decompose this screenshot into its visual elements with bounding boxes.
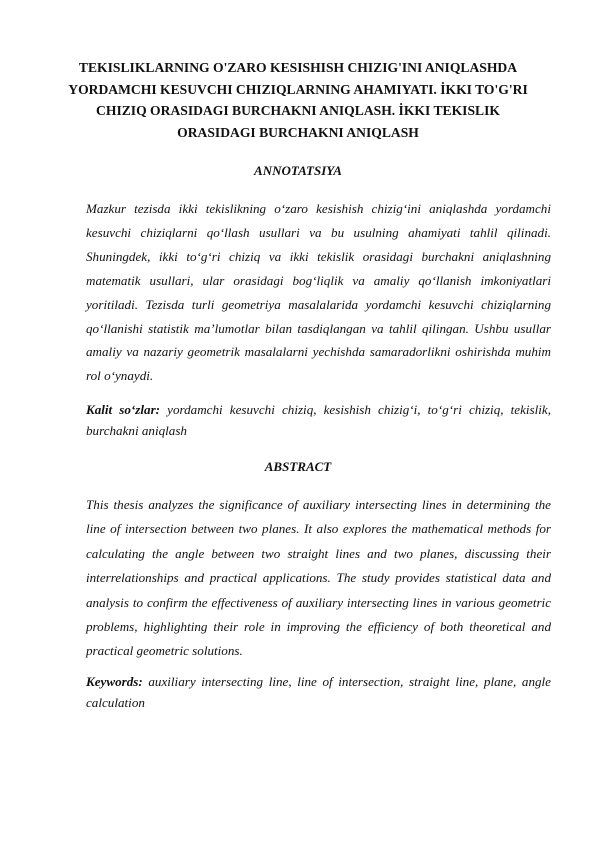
abstract-keywords-text: auxiliary intersecting line, line of intersection, straight line, plane, angle calculation xyxy=(86,674,551,710)
abstract-body: This thesis analyzes the significance of auxiliary intersecting lines in determining the line of intersection between two planes. It also explores the mathematical methods for calculating the angle between two straight lines and two planes, discussing their interrelationships and practical applications. The study provides statistical data and analysis to confirm the effectiveness of auxiliary intersecting lines in various geometric problems, highlighting their role in improving the efficiency of both theoretical and practical geometric solutions. xyxy=(86,497,551,659)
annotation-keywords-label: Kalit so‘zlar: xyxy=(86,402,161,417)
annotation-keywords-text: yordamchi kesuvchi chiziq, kesishish chizig‘i, to‘g‘ri chiziq, tekislik, burchakni aniqlash xyxy=(86,402,551,438)
annotation-body: Mazkur tezisda ikki tekislikning o‘zaro kesishish chizig‘ini aniqlashda yordamchi kesuvchi chiziqlarni qo‘llash usullari va bu usulning ahamiyati tahlil qilinadi. Shuningdek, ikki to‘g‘ri chiziq va ikki tekislik orasidagi burchakni aniqlashning matematik usullari, ular orasidagi bog‘liqlik va amaliy qo‘llanish imkoniyatlari yoritiladi. Tezisda turli geometriya masalalarida yordamchi kesuvchi chiziqlarning qo‘llanishi statistik ma’lumotlar bilan tasdiqlangan va tahlil qilingan. Ushbu usullar amaliy va nazariy geometrik masalalarni yechishda samaradorlikni oshirishda muhim rol o‘ynaydi. xyxy=(86,201,551,384)
abstract-keywords xyxy=(86,672,551,713)
annotation-heading: ANNOTATSIYA xyxy=(254,163,342,178)
paper-title: TEKISLIKLARNING O'ZARO KESISHISH CHIZIG'INI ANIQLASHDA YORDAMCHI KESUVCHI CHIZIQLARNING AHAMIYATI. İKKI TO'G'RI CHIZIQ ORASIDAGI BURCHAKNI ANIQLASH. İKKI TEKISLIK ORASIDAGI BURCHAKNI ANIQLASH xyxy=(68,60,528,140)
annotation-keywords xyxy=(86,400,551,441)
abstract-heading: ABSTRACT xyxy=(264,459,332,474)
abstract-keywords-label: Keywords: xyxy=(86,674,143,689)
